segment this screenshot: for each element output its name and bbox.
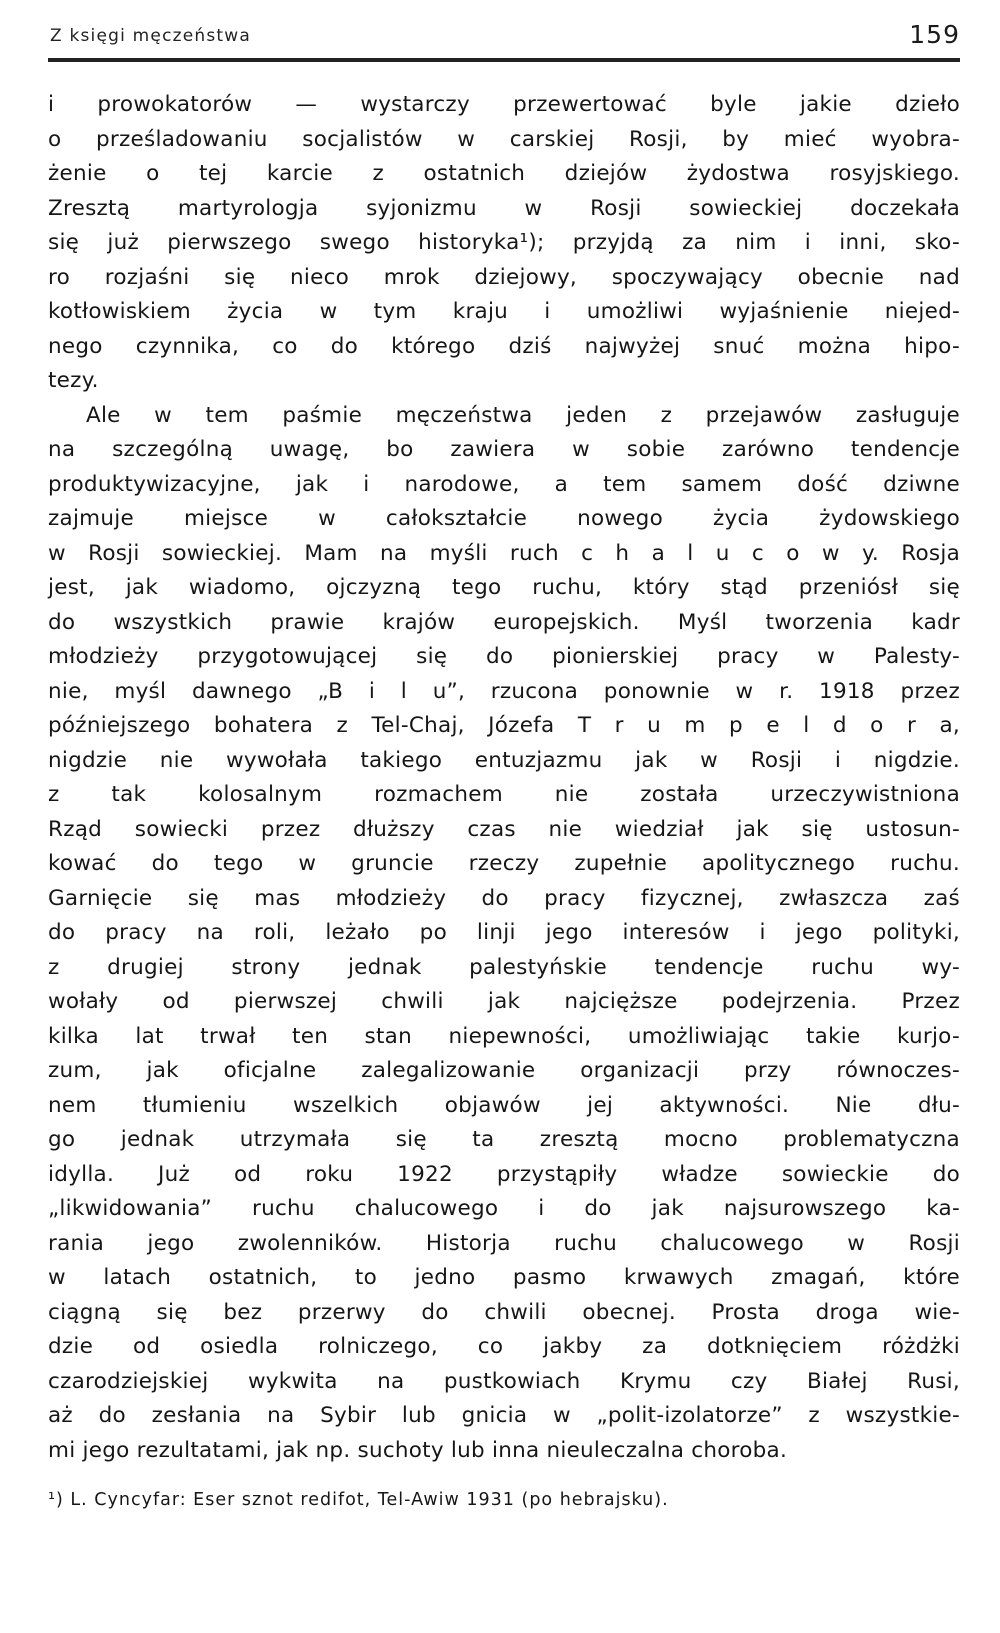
header-rule [48,58,960,62]
text-line: nem tłumieniu wszelkich objawów jej aktywności. Nie dłu- [48,1092,960,1118]
running-head [50,20,960,60]
footnote-marker: ¹) [48,1490,64,1510]
text-line: do wszystkich prawie krajów europejskich. Myśl tworzenia kadr [48,609,960,635]
text-line: w Rosji sowieckiej. Mam na myśli ruch c h a l u c o w y. Rosja [48,540,960,566]
text-line: czarodziejskiej wykwita na pustkowiach Krymu czy Białej Rusi, [48,1368,960,1394]
text-line: zum, jak oficjalne zalegalizowanie organizacji przy równoczes- [48,1058,960,1083]
text-line: Ale w tem paśmie męczeństwa jeden z przejawów zasługuje [86,402,960,428]
text-line: na szczególną uwagę, bo zawiera w sobie zarówno tendencje [48,437,960,462]
text-line: z tak kolosalnym rozmachem nie została urzeczywistniona [48,782,960,807]
text-line: nigdzie nie wywołała takiego entuzjazmu jak w Rosji i nigdzie. [48,747,960,773]
text-line: wołały od pierwszej chwili jak najcięższe podejrzenia. Przez [48,989,960,1014]
text-line: ro rozjaśni się nieco mrok dziejowy, spoczywający obecnie nad [48,264,960,290]
text-line: zajmuje miejsce w całokształcie nowego życia żydowskiego [48,506,960,531]
text-line: młodzieży przygotowującej się do pionierskiej pracy w Palesty- [48,644,960,669]
text-line: w latach ostatnich, to jedno pasmo krwawych zmagań, które [48,1265,960,1290]
text-line: i prowokatorów — wystarczy przewertować byle jakie dzieło [48,92,960,117]
text-line: żenie o tej karcie z ostatnich dziejów żydostwa rosyjskiego. [48,161,960,186]
text-line: nie, myśl dawnego „B i l u”, rzucona ponownie w r. 1918 przez [48,678,960,704]
text-line: rania jego zwolenników. Historja ruchu chalucowego w Rosji [48,1230,960,1256]
text-line: dzie od osiedla rolniczego, co jakby za dotknięciem różdżki [48,1334,960,1359]
footnote [48,1488,669,1512]
text-line: tezy. [48,368,99,393]
running-title: Z księgi męczeństwa [50,26,252,46]
text-line: kować do tego w gruncie rzeczy zupełnie apolitycznego ruchu. [48,851,960,876]
text-line: nego czynnika, co do którego dziś najwyżej snuć można hipo- [48,333,960,359]
text-line: z drugiej strony jednak palestyńskie tendencje ruchu wy- [48,954,960,980]
page-number: 159 [909,20,960,49]
text-line: o prześladowaniu socjalistów w carskiej Rosji, by mieć wyobra- [48,126,960,152]
text-line: do pracy na roli, leżało po linji jego interesów i jego polityki, [48,920,960,945]
text-line: idylla. Już od roku 1922 przystąpiły władze sowieckie do [48,1161,960,1187]
text-line: aż do zesłania na Sybir lub gnicia w „polit-izolatorze” z wszystkie- [48,1403,960,1428]
body-text [48,88,960,1468]
paragraph-1 [48,88,960,399]
text-line: Rząd sowiecki przez dłuższy czas nie wiedział jak się ustosun- [48,816,960,842]
text-line: Garnięcie się mas młodzieży do pracy fizycznej, zwłaszcza zaś [48,885,960,911]
text-line: produktywizacyjne, jak i narodowe, a tem samem dość dziwne [48,471,960,497]
paragraph-2 [48,399,960,1469]
text-line: się już pierwszego swego historyka¹); przyjdą za nim i inni, sko- [48,230,960,255]
text-line: go jednak utrzymała się ta zresztą mocno problematyczna [48,1127,960,1152]
text-line: ciągną się bez przerwy do chwili obecnej. Prosta droga wie- [48,1299,960,1325]
text-line: Zresztą martyrologja syjonizmu w Rosji sowieckiej doczekała [48,195,960,221]
footnote-text: L. Cyncyfar: Eser sznot redifot, Tel-Awiw 1931 (po hebrajsku). [70,1490,669,1510]
text-line: jest, jak wiadomo, ojczyzną tego ruchu, który stąd przeniósł się [48,575,960,600]
text-line: kotłowiskiem życia w tym kraju i umożliwi wyjaśnienie niejed- [48,299,960,324]
text-line: mi jego rezultatami, jak np. suchoty lub inna nieuleczalna choroba. [48,1437,788,1463]
text-line: kilka lat trwał ten stan niepewności, umożliwiając takie kurjo- [48,1023,960,1049]
text-line: późniejszego bohatera z Tel-Chaj, Józefa T r u m p e l d o r a, [48,713,960,738]
text-line: „likwidowania” ruchu chalucowego i do jak najsurowszego ka- [48,1196,960,1221]
